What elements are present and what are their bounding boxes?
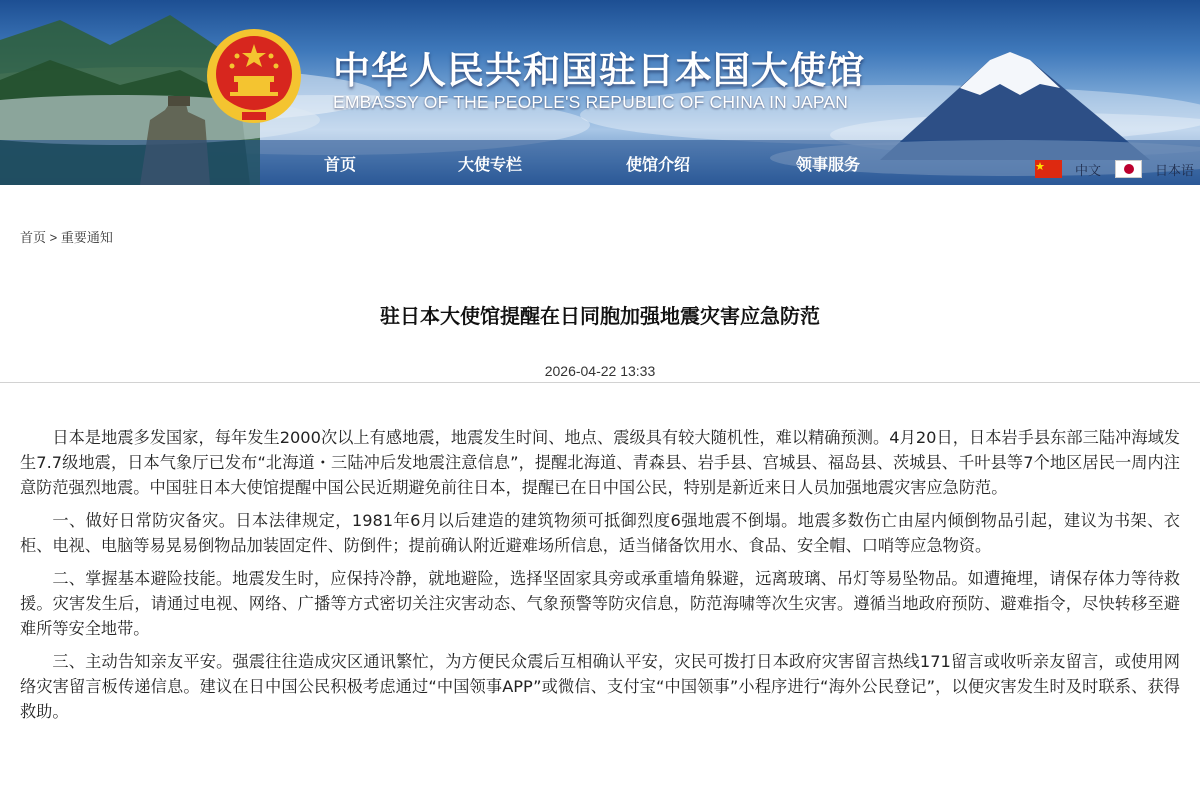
- breadcrumb: [20, 227, 113, 246]
- nav-item-consular-services[interactable]: 领事服务: [796, 155, 861, 174]
- lang-ja-label: 日本语: [1155, 163, 1195, 179]
- article-paragraph-1: 一、做好日常防灾备灾。日本法律规定，1981年6月以后建造的建筑物须可抵御烈度6强地震不倒塌。地震多数伤亡由屋内倾倒物品引起，建议为书架、衣柜、电视、电脑等易晃易倒物品加装固定件、防倒件；提前确认附近避难场所信息，适当储备饮用水、食品、安全帽、口哨等应急物资。: [20, 511, 1180, 555]
- article-paragraph-3: 三、主动告知亲友平安。强震往往造成灾区通讯繁忙，为方便民众震后互相确认平安，灾民可拨打日本政府灾害留言热线171留言或收听亲友留言，或使用网络灾害留言板传递信息。建议在日中国公民积极考虑通过“中国领事APP”或微信、支付宝“中国领事”小程序进行“海外公民登记”，以便灾害发生时及时联系、获得救助。: [20, 652, 1180, 721]
- nav-item-home[interactable]: 首页: [324, 155, 357, 174]
- article-title: 驻日本大使馆提醒在日同胞加强地震灾害应急防范: [380, 304, 820, 328]
- site-title: 中华人民共和国驻日本国大使馆: [333, 49, 865, 92]
- japan-flag-icon: [1115, 160, 1142, 178]
- breadcrumb-current[interactable]: 重要通知: [60, 230, 113, 245]
- article-paragraph-intro: 日本是地震多发国家，每年发生2000次以上有感地震，地震发生时间、地点、震级具有较大随机性，难以精确预测。4月20日，日本岩手县东部三陆冲海域发生7.7级地震，日本气象厅已发布“北海道・三陆冲后发地震注意信息”，提醒北海道、青森县、岩手县、宫城县、福岛县、茨城县、千叶县等7个地区居民一周内注意防范强烈地震。中国驻日本大使馆提醒中国公民近期避免前往日本，提醒已在日中国公民，特别是新近来日人员加强地震灾害应急防范。: [20, 428, 1180, 497]
- article-date: 2026-04-22 13:33: [544, 363, 656, 379]
- national-emblem-icon: [204, 26, 304, 130]
- header-banner: [0, 0, 1200, 185]
- breadcrumb-home[interactable]: 首页: [20, 230, 47, 245]
- breadcrumb-separator: >: [49, 230, 58, 245]
- lang-switch-zh[interactable]: [1035, 160, 1101, 178]
- nav-item-ambassador-column[interactable]: 大使专栏: [458, 155, 523, 174]
- site-subtitle: EMBASSY OF THE PEOPLE'S REPUBLIC OF CHINA IN JAPAN: [333, 92, 849, 112]
- nav-item-embassy-intro[interactable]: 使馆介绍: [626, 155, 691, 174]
- lang-switch-ja[interactable]: [1115, 160, 1194, 178]
- title-divider: [0, 382, 1200, 383]
- article-paragraph-2: 二、掌握基本避险技能。地震发生时，应保持冷静，就地避险，选择坚固家具旁或承重墙角躲避，远离玻璃、吊灯等易坠物品。如遭掩埋，请保存体力等待救援。灾害发生后，请通过电视、网络、广播等方式密切关注灾害动态、气象预警等防灾信息，防范海啸等次生灾害。遵循当地政府预防、避难指令，尽快转移至避难所等安全地带。: [20, 569, 1180, 638]
- lang-zh-label: 中文: [1075, 163, 1102, 179]
- main-nav: [0, 150, 1200, 176]
- article-body: [20, 425, 1180, 732]
- china-flag-icon: [1035, 160, 1062, 178]
